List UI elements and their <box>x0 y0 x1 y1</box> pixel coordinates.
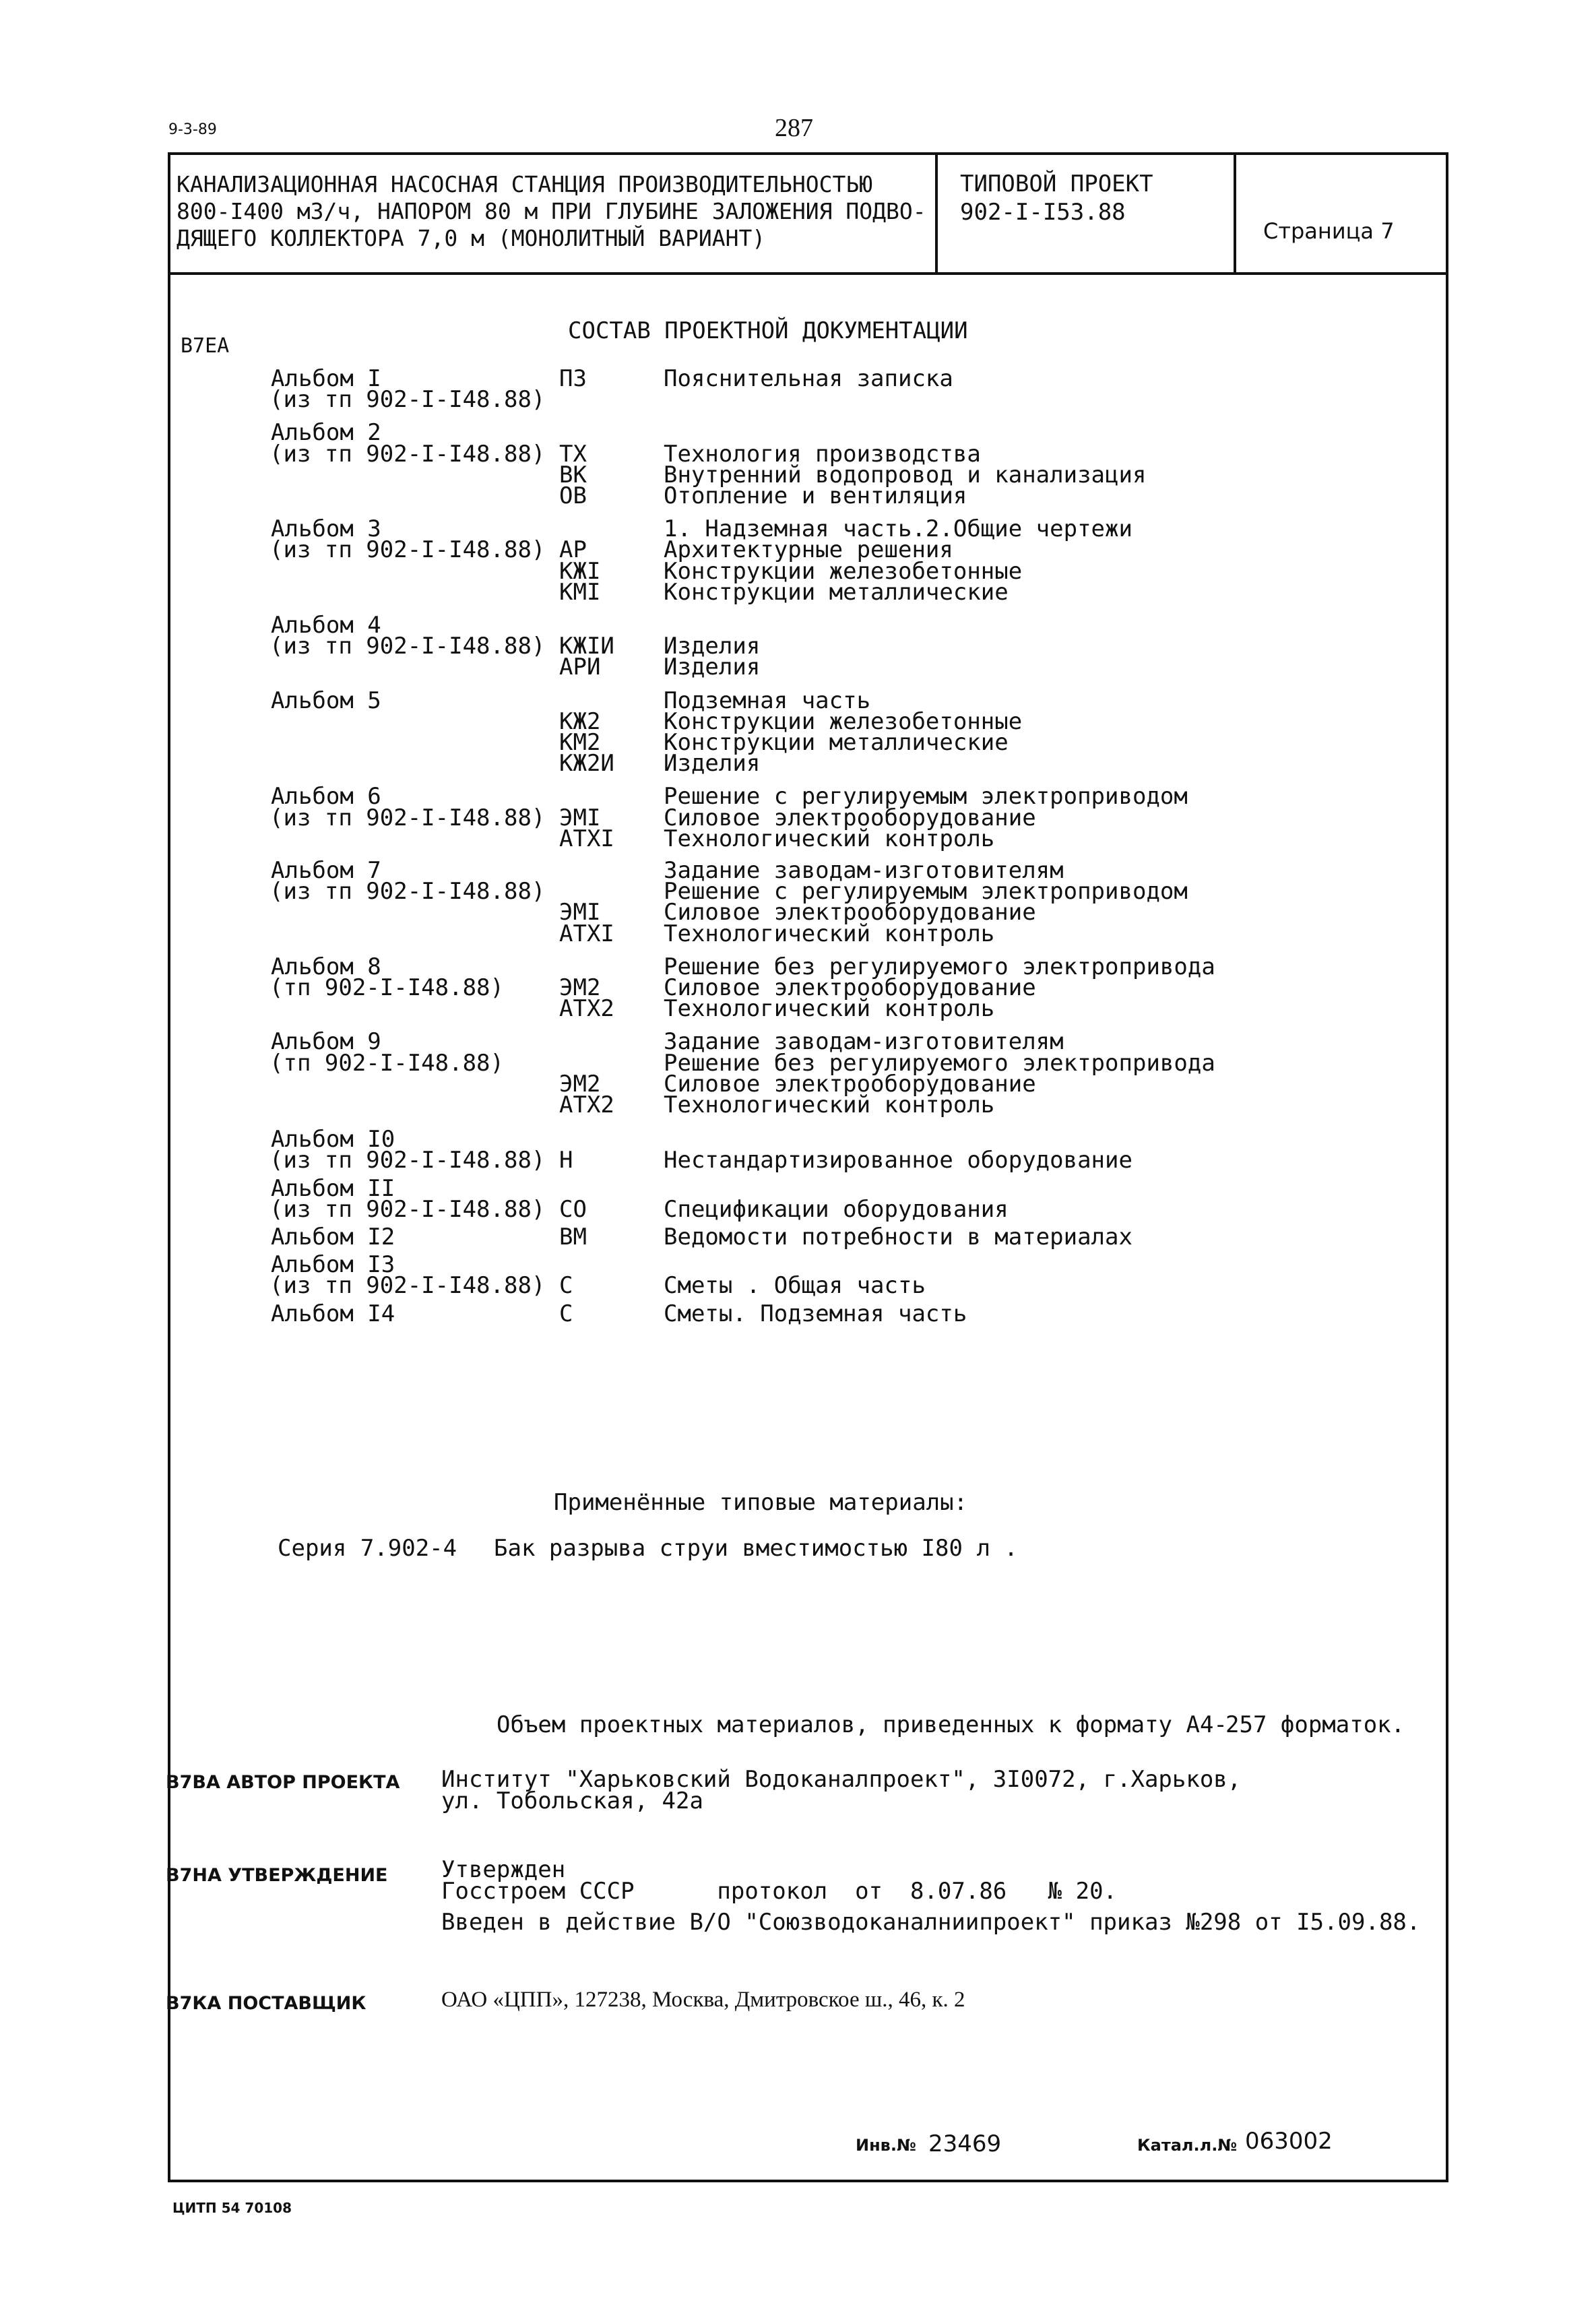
page-number: 287 <box>775 114 813 142</box>
album-label: (из тп 902-I-I48.88) <box>269 1272 546 1299</box>
doc-description: 1. Надземная часть.2.Общие чертежи <box>664 515 1132 542</box>
album-label: (тп 902-I-I48.88) <box>269 974 504 1001</box>
supplier-text: ОАО «ЦПП», 127238, Москва, Дмитровское ш., 46, к. 2 <box>441 1988 965 2012</box>
album-label: Альбом 9 <box>271 1028 381 1055</box>
album-label: (из тп 902-I-I48.88) <box>269 1196 546 1223</box>
doc-description: Решение с регулируемым электроприводом <box>664 783 1188 810</box>
album-label: Альбом I <box>271 365 381 392</box>
album-label: (из тп 902-I-I48.88) <box>269 804 546 831</box>
volume-count: 257 форматок. <box>1225 1711 1405 1738</box>
doc-code: ПЗ <box>559 365 587 392</box>
doc-code: КМ2 <box>559 729 601 756</box>
album-label: (из тп 902-I-I48.88) <box>269 1147 546 1174</box>
doc-description: Технологический контроль <box>664 920 995 947</box>
doc-code: ВМ <box>559 1224 587 1251</box>
doc-description: Технологический контроль <box>664 995 995 1022</box>
doc-code: АТХ2 <box>559 995 614 1022</box>
album-label: (тп 902-I-I48.88) <box>269 1050 504 1077</box>
materials-title: Применённые типовые материалы: <box>554 1489 968 1516</box>
doc-description: Технологический контроль <box>664 1091 995 1118</box>
doc-code: АТХI <box>559 825 614 852</box>
doc-description: Изделия <box>664 633 761 660</box>
doc-description: Конструкции железобетонные <box>664 708 1023 735</box>
inv-label: Инв.№ <box>856 2136 916 2155</box>
doc-description: Изделия <box>664 654 761 680</box>
album-label: Альбом II <box>271 1175 395 1202</box>
doc-description: Силовое электрооборудование <box>664 1071 1036 1098</box>
catalog-label: Катал.л.№ <box>1137 2136 1238 2155</box>
doc-code: КМI <box>559 579 601 606</box>
approval-line-2: Госстроем СССР протокол от 8.07.86 № 20. <box>441 1878 1118 1905</box>
doc-code: АТХ2 <box>559 1091 614 1118</box>
doc-description: Конструкции железобетонные <box>664 558 1023 585</box>
materials-series: Серия 7.902-4 <box>278 1535 457 1562</box>
doc-description: Силовое электрооборудование <box>664 804 1036 831</box>
album-label: Альбом I3 <box>271 1251 395 1278</box>
doc-description: Решение с регулируемым электроприводом <box>664 878 1188 905</box>
supplier-label: В7КА ПОСТАВЩИК <box>166 1993 366 2014</box>
doc-code: С <box>559 1300 573 1327</box>
approval-line-3: Введен в действие В/О "Союзводоканалниипроект" приказ №298 от I5.09.88. <box>441 1909 1421 1936</box>
album-label: (из тп 902-I-I48.88) <box>269 441 546 468</box>
doc-code: АР <box>559 536 587 563</box>
doc-description: Подземная часть <box>664 687 871 714</box>
doc-description: Архитектурные решения <box>664 536 953 563</box>
doc-description: Решение без регулируемого электропривода <box>664 1050 1215 1077</box>
header-col-divider-2 <box>1234 152 1236 274</box>
author-line-2: ул. Тобольская, 42а <box>441 1787 703 1814</box>
doc-code: СО <box>559 1196 587 1223</box>
doc-description: Задание заводам-изготовителям <box>664 1028 1064 1055</box>
doc-description: Нестандартизированное оборудование <box>664 1147 1132 1174</box>
album-label: Альбом 4 <box>271 612 381 639</box>
album-label: Альбом 7 <box>271 857 381 884</box>
album-label: Альбом I0 <box>271 1126 395 1153</box>
project-label: ТИПОВОЙ ПРОЕКТ <box>960 170 1153 197</box>
doc-code: КЖ2И <box>559 750 614 777</box>
doc-description: Пояснительная записка <box>664 365 953 392</box>
doc-description: Ведомости потребности в материалах <box>664 1224 1132 1251</box>
page-label: Страница 7 <box>1263 218 1395 244</box>
header-title-line-3: ДЯЩЕГО КОЛЛЕКТОРА 7,0 м (МОНОЛИТНЫЙ ВАРИАНТ) <box>177 225 766 251</box>
album-label: Альбом 6 <box>271 783 381 810</box>
album-label: Альбом 8 <box>271 953 381 980</box>
doc-code: ЭМI <box>559 899 601 926</box>
doc-description: Технология производства <box>664 441 981 468</box>
doc-description: Сметы . Общая часть <box>664 1272 926 1299</box>
header-divider <box>168 272 1448 275</box>
doc-code: Н <box>559 1147 573 1174</box>
doc-code: ЭМ2 <box>559 1071 601 1098</box>
album-label: (из тп 902-I-I48.88) <box>269 386 546 413</box>
doc-code: ТХ <box>559 441 587 468</box>
album-label: (из тп 902-I-I48.88) <box>269 633 546 660</box>
approval-line-1: Утвержден <box>441 1856 566 1883</box>
doc-description: Силовое электрооборудование <box>664 974 1036 1001</box>
project-number: 902-I-I53.88 <box>960 199 1126 226</box>
doc-code: АТХI <box>559 920 614 947</box>
album-label: Альбом I4 <box>271 1300 395 1327</box>
catalog-value: 063002 <box>1245 2128 1333 2155</box>
header-col-divider-1 <box>935 152 938 274</box>
doc-description: Конструкции металлические <box>664 579 1009 606</box>
doc-description: Силовое электрооборудование <box>664 899 1036 926</box>
approval-label: В7НА УТВЕРЖДЕНИЕ <box>166 1865 388 1886</box>
doc-code: ОВ <box>559 482 587 509</box>
doc-description: Отопление и вентиляция <box>664 482 967 509</box>
album-label: Альбом 3 <box>271 515 381 542</box>
doc-code: КЖI <box>559 558 601 585</box>
author-label: В7ВА АВТОР ПРОЕКТА <box>166 1772 400 1793</box>
materials-desc: Бак разрыва струи вместимостью I80 л . <box>494 1535 1018 1562</box>
author-line-1: Институт "Харьковский Водоканалпроект", 3I0072, г.Харьков, <box>441 1766 1242 1793</box>
doc-description: Изделия <box>664 750 761 777</box>
doc-code: ВК <box>559 462 587 488</box>
header-title-line-1: КАНАЛИЗАЦИОННАЯ НАСОСНАЯ СТАНЦИЯ ПРОИЗВОДИТЕЛЬНОСТЬЮ <box>177 171 873 197</box>
doc-description: Внутренний водопровод и канализация <box>664 462 1147 488</box>
doc-description: Технологический контроль <box>664 825 995 852</box>
doc-code: ЭМ2 <box>559 974 601 1001</box>
doc-code: КЖ2 <box>559 708 601 735</box>
header-title-line-2: 800-I400 м3/ч, НАПОРОМ 80 м ПРИ ГЛУБИНЕ ЗАЛОЖЕНИЯ ПОДВО- <box>177 198 926 224</box>
inv-value: 23469 <box>928 2130 1002 2157</box>
doc-date: 9-3-89 <box>168 121 217 138</box>
volume-text: Объем проектных материалов, приведенных к формату А4- <box>497 1711 1227 1738</box>
doc-description: Конструкции металлические <box>664 729 1009 756</box>
section-code: В7ЕА <box>181 334 230 358</box>
doc-description: Спецификации оборудования <box>664 1196 1009 1223</box>
doc-code: КЖIИ <box>559 633 614 660</box>
album-label: Альбом 5 <box>271 687 381 714</box>
doc-description: Задание заводам-изготовителям <box>664 857 1064 884</box>
doc-description: Сметы. Подземная часть <box>664 1300 967 1327</box>
album-label: Альбом I2 <box>271 1224 395 1251</box>
doc-code: ЭМI <box>559 804 601 831</box>
print-stamp: ЦИТП 54 70108 <box>172 2200 292 2216</box>
doc-code: АРИ <box>559 654 601 680</box>
album-label: (из тп 902-I-I48.88) <box>269 536 546 563</box>
album-label: (из тп 902-I-I48.88) <box>269 878 546 905</box>
composition-title: СОСТАВ ПРОЕКТНОЙ ДОКУМЕНТАЦИИ <box>568 317 968 344</box>
doc-code: С <box>559 1272 573 1299</box>
doc-description: Решение без регулируемого электропривода <box>664 953 1215 980</box>
album-label: Альбом 2 <box>271 419 381 446</box>
